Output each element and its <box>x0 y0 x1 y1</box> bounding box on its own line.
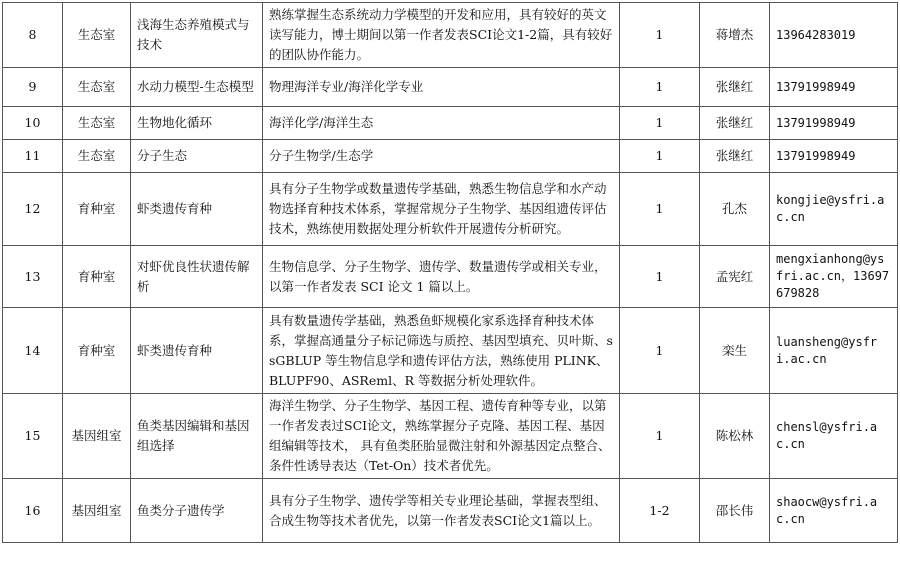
table-row <box>3 3 898 68</box>
research-direction-cell: 鱼类分子遗传学 <box>131 479 263 543</box>
contact-info-cell: mengxianhong@ysfri.ac.cn，13697679828 <box>770 246 898 308</box>
row-number: 12 <box>3 173 63 246</box>
headcount-cell: 1 <box>620 394 700 479</box>
department-cell: 育种室 <box>63 173 131 246</box>
requirement-cell: 海洋生物学、分子生物学、基因工程、遗传育种等专业，以第一作者发表过SCI论文，熟练掌握分子克隆、基因工程、基因组编辑等技术， 具有鱼类胚胎显微注射和外源基因定点整合、条件性诱导表达（Tet-On）技术者优先。 <box>263 394 620 479</box>
contact-info-cell: 13964283019 <box>770 3 898 68</box>
table-row <box>3 479 898 543</box>
contact-person-cell: 蒋增杰 <box>700 3 770 68</box>
table-row <box>3 140 898 173</box>
row-number: 8 <box>3 3 63 68</box>
contact-person-cell: 邵长伟 <box>700 479 770 543</box>
department-cell: 基因组室 <box>63 479 131 543</box>
table-row <box>3 68 898 107</box>
table-row <box>3 246 898 308</box>
requirement-cell: 分子生物学/生态学 <box>263 140 620 173</box>
contact-person-cell: 孟宪红 <box>700 246 770 308</box>
research-direction-cell: 虾类遗传育种 <box>131 173 263 246</box>
department-cell: 育种室 <box>63 308 131 394</box>
row-number: 10 <box>3 107 63 140</box>
row-number: 16 <box>3 479 63 543</box>
headcount-cell: 1 <box>620 140 700 173</box>
department-cell: 生态室 <box>63 68 131 107</box>
requirement-cell: 海洋化学/海洋生态 <box>263 107 620 140</box>
contact-info-cell: shaocw@ysfri.ac.cn <box>770 479 898 543</box>
row-number: 11 <box>3 140 63 173</box>
requirement-cell: 物理海洋专业/海洋化学专业 <box>263 68 620 107</box>
contact-info-cell: 13791998949 <box>770 107 898 140</box>
contact-person-cell: 张继红 <box>700 68 770 107</box>
department-cell: 生态室 <box>63 107 131 140</box>
requirement-cell: 具有分子生物学、遗传学等相关专业理论基础，掌握表型组、合成生物等技术者优先，以第一作者发表SCI论文1篇以上。 <box>263 479 620 543</box>
contact-person-cell: 孔杰 <box>700 173 770 246</box>
research-direction-cell: 分子生态 <box>131 140 263 173</box>
contact-person-cell: 张继红 <box>700 107 770 140</box>
contact-info-cell: 13791998949 <box>770 140 898 173</box>
research-direction-cell: 生物地化循环 <box>131 107 263 140</box>
table-row <box>3 173 898 246</box>
department-cell: 生态室 <box>63 140 131 173</box>
recruitment-table <box>2 2 898 543</box>
department-cell: 基因组室 <box>63 394 131 479</box>
headcount-cell: 1 <box>620 308 700 394</box>
table-row <box>3 107 898 140</box>
requirement-cell: 熟练掌握生态系统动力学模型的开发和应用，具有较好的英文读写能力，博士期间以第一作者发表SCI论文1-2篇，具有较好的团队协作能力。 <box>263 3 620 68</box>
research-direction-cell: 鱼类基因编辑和基因组选择 <box>131 394 263 479</box>
requirement-cell: 具有分子生物学或数量遗传学基础，熟悉生物信息学和水产动物选择育种技术体系，掌握常规分子生物学、基因组遗传评估技术，熟练使用数据处理分析软件开展遗传分析研究。 <box>263 173 620 246</box>
research-direction-cell: 浅海生态养殖模式与技术 <box>131 3 263 68</box>
headcount-cell: 1 <box>620 68 700 107</box>
department-cell: 生态室 <box>63 3 131 68</box>
research-direction-cell: 对虾优良性状遗传解析 <box>131 246 263 308</box>
headcount-cell: 1 <box>620 173 700 246</box>
contact-info-cell: kongjie@ysfri.ac.cn <box>770 173 898 246</box>
headcount-cell: 1 <box>620 107 700 140</box>
contact-person-cell: 栾生 <box>700 308 770 394</box>
contact-info-cell: 13791998949 <box>770 68 898 107</box>
headcount-cell: 1 <box>620 246 700 308</box>
contact-info-cell: luansheng@ysfri.ac.cn <box>770 308 898 394</box>
requirement-cell: 生物信息学、分子生物学、遗传学、数量遗传学或相关专业，以第一作者发表 SCI 论文 1 篇以上。 <box>263 246 620 308</box>
contact-person-cell: 陈松林 <box>700 394 770 479</box>
row-number: 14 <box>3 308 63 394</box>
row-number: 13 <box>3 246 63 308</box>
department-cell: 育种室 <box>63 246 131 308</box>
table-row <box>3 394 898 479</box>
row-number: 9 <box>3 68 63 107</box>
research-direction-cell: 虾类遗传育种 <box>131 308 263 394</box>
table-row <box>3 308 898 394</box>
contact-person-cell: 张继红 <box>700 140 770 173</box>
contact-info-cell: chensl@ysfri.ac.cn <box>770 394 898 479</box>
requirement-cell: 具有数量遗传学基础，熟悉鱼虾规模化家系选择育种技术体系，掌握高通量分子标记筛选与质控、基因型填充、贝叶斯、ssGBLUP 等生物信息学和遗传评估方法，熟练使用 PLINK、BLUPF90、ASReml、R 等数据分析处理软件。 <box>263 308 620 394</box>
row-number: 15 <box>3 394 63 479</box>
research-direction-cell: 水动力模型-生态模型 <box>131 68 263 107</box>
headcount-cell: 1-2 <box>620 479 700 543</box>
headcount-cell: 1 <box>620 3 700 68</box>
